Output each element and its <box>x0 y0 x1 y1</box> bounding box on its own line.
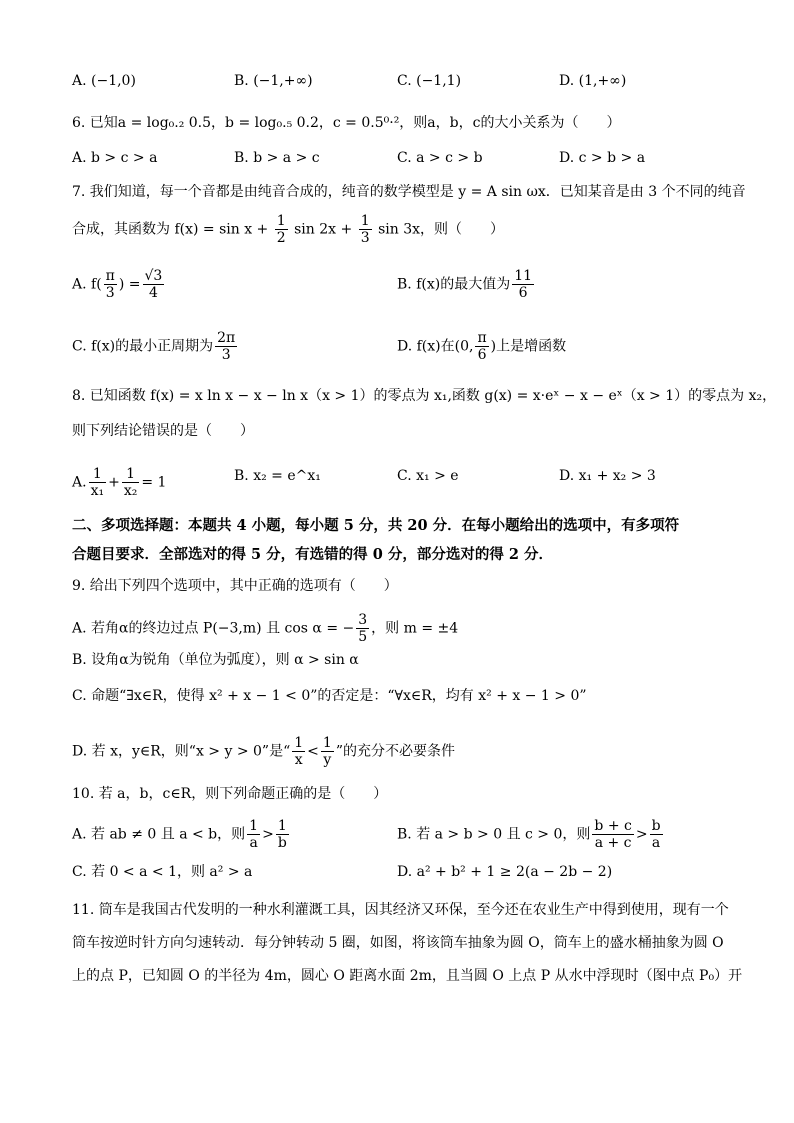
q9-stem: 9. 给出下列四个选项中，其中正确的选项有（ ） <box>72 578 398 594</box>
q11-line2: 筒车按逆时针方向匀速转动．每分钟转动 5 圈，如图，将该筒车抽象为圆 O，筒车上的盛水桶抽象为圆 O <box>72 935 724 951</box>
q5-option-c: C. (−1,1) <box>397 73 462 89</box>
q5-option-d: D. (1,+∞) <box>559 73 627 89</box>
q8-option-c: C. x₁ > e <box>397 468 459 484</box>
q11-line1: 11. 筒车是我国古代发明的一种水利灌溉工具，因其经济又环保，至今还在农业生产中得到使用，现有一个 <box>72 902 729 918</box>
q10-option-c: C. 若 0 < a < 1，则 a² > a <box>72 864 253 880</box>
q9-option-a: A. 若角α的终边过点 P(−3,m) 且 cos α = − $\frac{3}{5}$ ，则 m = ±4 <box>72 612 459 645</box>
q5-option-b: B. (−1,+∞) <box>234 73 313 89</box>
q10-stem: 10. 若 a，b，c∈R，则下列命题正确的是（ ） <box>72 786 388 802</box>
q9-option-d: D. 若 x，y∈R，则“x > y > 0”是“ $\frac{1}{x}$ < $\frac{1}{y}$ ”的充分不必要条件 <box>72 735 455 768</box>
q6-stem: 6. 已知a = log₀.₂ 0.5，b = log₀.₅ 0.2，c = 0.5⁰·²，则a，b，c的大小关系为（ ） <box>72 115 621 131</box>
section2-heading-line1: 二、多项选择题：本题共 4 小题，每小题 5 分，共 20 分．在每小题给出的选项中，有多项符 <box>72 517 680 534</box>
q10-option-d: D. a² + b² + 1 ≥ 2(a − 2b − 2) <box>397 864 613 880</box>
q8-stem-line2: 则下列结论错误的是（ ） <box>72 423 254 439</box>
q8-stem-line1: 8. 已知函数 f(x) = x ln x − x − ln x（x > 1）的零点为 x₁,函数 g(x) = x·eˣ − x − eˣ（x > 1）的零点为 x₂， <box>72 388 777 404</box>
q8-option-d: D. x₁ + x₂ > 3 <box>559 468 656 484</box>
q7-stem-line1: 7. 我们知道，每一个音都是由纯音合成的，纯音的数学模型是 y = A sin ωx．已知某音是由 3 个不同的纯音 <box>72 184 746 200</box>
q6-option-a: A. b > c > a <box>72 150 158 166</box>
fraction: $\frac{1}{3}$ <box>360 213 370 246</box>
section2-heading-line2: 合题目要求．全部选对的得 5 分，有选错的得 0 分，部分选对的得 2 分． <box>72 546 554 563</box>
q9-option-b: B. 设角α为锐角（单位为弧度），则 α > sin α <box>72 652 359 668</box>
q7-stem-line2: 合成，其函数为 f(x) = sin x + $\frac{1}{2}$ sin 2x + $\frac{1}{3}$ sin 3x，则（ ） <box>72 213 505 246</box>
q8-option-b: B. x₂ = e^x₁ <box>234 468 321 484</box>
fraction: $\frac{1}{2}$ <box>276 213 286 246</box>
q5-option-a: A. (−1,0) <box>72 73 136 89</box>
q6-option-c: C. a > c > b <box>397 150 483 166</box>
q8-option-a: A. $\frac{1}{\text{x₁}}$ + $\frac{1}{\text{x₂}}$ = 1 <box>72 466 167 499</box>
q6-option-b: B. b > a > c <box>234 150 320 166</box>
q6-option-d: D. c > b > a <box>559 150 646 166</box>
q10-option-b: B. 若 a > b > 0 且 c > 0，则 $\frac{b + c}{a + c}$ > $\frac{b}{a}$ <box>397 818 661 851</box>
q11-line3: 上的点 P，已知圆 O 的半径为 4m，圆心 O 距离水面 2m，且当圆 O 上点 P 从水中浮现时（图中点 P₀）开 <box>72 968 743 984</box>
q7-option-a: A. f( $\frac{\pi}{3}$ ) = $\frac{√3}{4}$ <box>72 268 163 301</box>
q10-option-a: A. 若 ab ≠ 0 且 a < b，则 $\frac{1}{a}$ > $\frac{1}{b}$ <box>72 818 287 851</box>
q7-option-b: B. f(x)的最大值为 $\frac{11}{6}$ <box>397 268 533 301</box>
q7-option-d: D. f(x)在(0, $\frac{\pi}{6}$ )上是增函数 <box>397 330 567 363</box>
q7-option-c: C. f(x)的最小正周期为 $\frac{2\pi}{3}$ <box>72 330 236 363</box>
q9-option-c: C. 命题“∃x∈R，使得 x² + x − 1 < 0”的否定是：“∀x∈R，均有 x² + x − 1 > 0” <box>72 688 587 704</box>
